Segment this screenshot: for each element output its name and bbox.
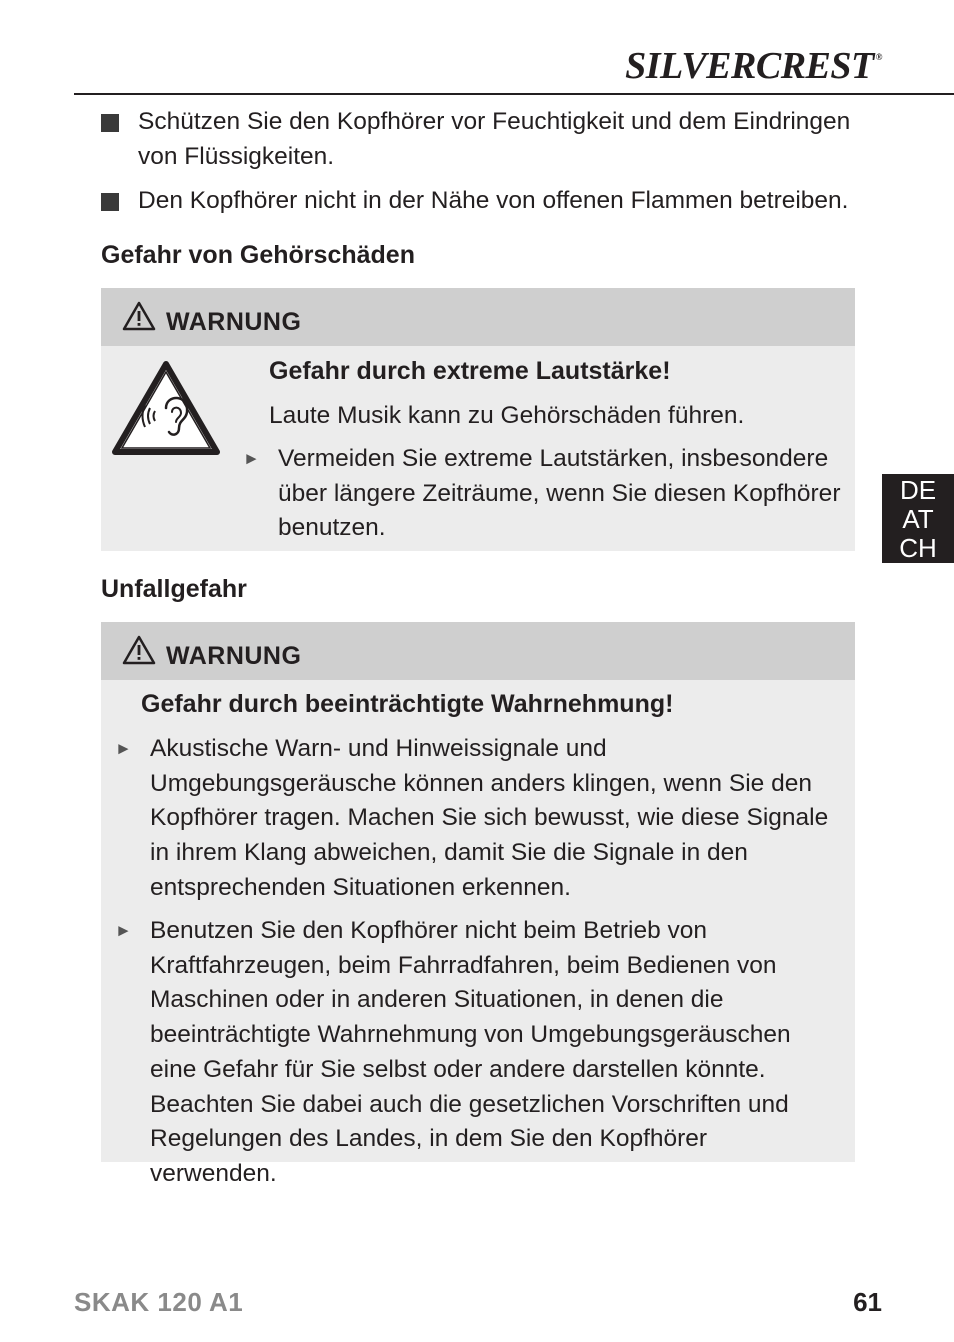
section-heading: Unfallgefahr (101, 575, 247, 603)
warning-triangle-icon (122, 301, 156, 331)
arrow-bullet-icon: ► (115, 921, 132, 940)
list-item: Schützen Sie den Kopfhörer vor Feuchtigkeit und dem Eindringen von Flüssigkeiten. (101, 104, 861, 174)
model-number: SKAK 120 A1 (74, 1287, 244, 1317)
arrow-bullet-icon: ► (243, 449, 260, 468)
header-rule (74, 93, 954, 95)
list-item: ► Vermeiden Sie extreme Lautstärken, insbesondere über längere Zeiträume, wenn Sie diesen Kopfhörer benutzen. (243, 442, 843, 546)
warning-text: Laute Musik kann zu Gehörschäden führen. (269, 402, 745, 429)
page-number: 61 (853, 1287, 882, 1317)
section-heading: Gefahr von Gehörschäden (101, 241, 415, 269)
square-bullet-icon (101, 114, 119, 132)
warning-label: WARNUNG (166, 642, 302, 670)
list-item: ► Akustische Warn- und Hinweissignale und Umgebungsgeräusche können anders klingen, wenn Sie den Kopfhörer tragen. Machen Sie sich bewusst, wie diese Signale in ihrem Klang abweichen, damit Sie die Signale in den entsprechenden Situationen erkennen. (115, 732, 835, 906)
square-bullet-icon (101, 193, 119, 211)
list-item: ► Benutzen Sie den Kopfhörer nicht beim Betrieb von Kraftfahrzeugen, beim Fahrradfahren, beim Bedienen von Maschinen oder in anderen Situationen, in denen die beeinträchtigte Wahrnehmung von Umgebungsgeräuschen eine Gefahr für Sie selbst oder andere darstellen könnte. Beachten Sie dabei auch die gesetzlichen Vorschriften und Regelungen des Landes, in dem Sie den Kopfhörer verwenden. (115, 914, 835, 1192)
warning-triangle-icon (122, 635, 156, 665)
list-item: Den Kopfhörer nicht in der Nähe von offenen Flammen betreiben. (101, 183, 861, 218)
language-tab: DE AT CH (882, 474, 954, 563)
arrow-bullet-icon: ► (115, 739, 132, 758)
warning-title: Gefahr durch extreme Lautstärke! (269, 357, 671, 385)
warning-label: WARNUNG (166, 308, 302, 336)
warning-title: Gefahr durch beeinträchtigte Wahrnehmung! (141, 690, 674, 718)
warning-header (101, 622, 855, 680)
brand-logo: SILVERCREST ® (625, 45, 882, 87)
warning-header (101, 288, 855, 346)
hearing-damage-icon (111, 358, 221, 458)
